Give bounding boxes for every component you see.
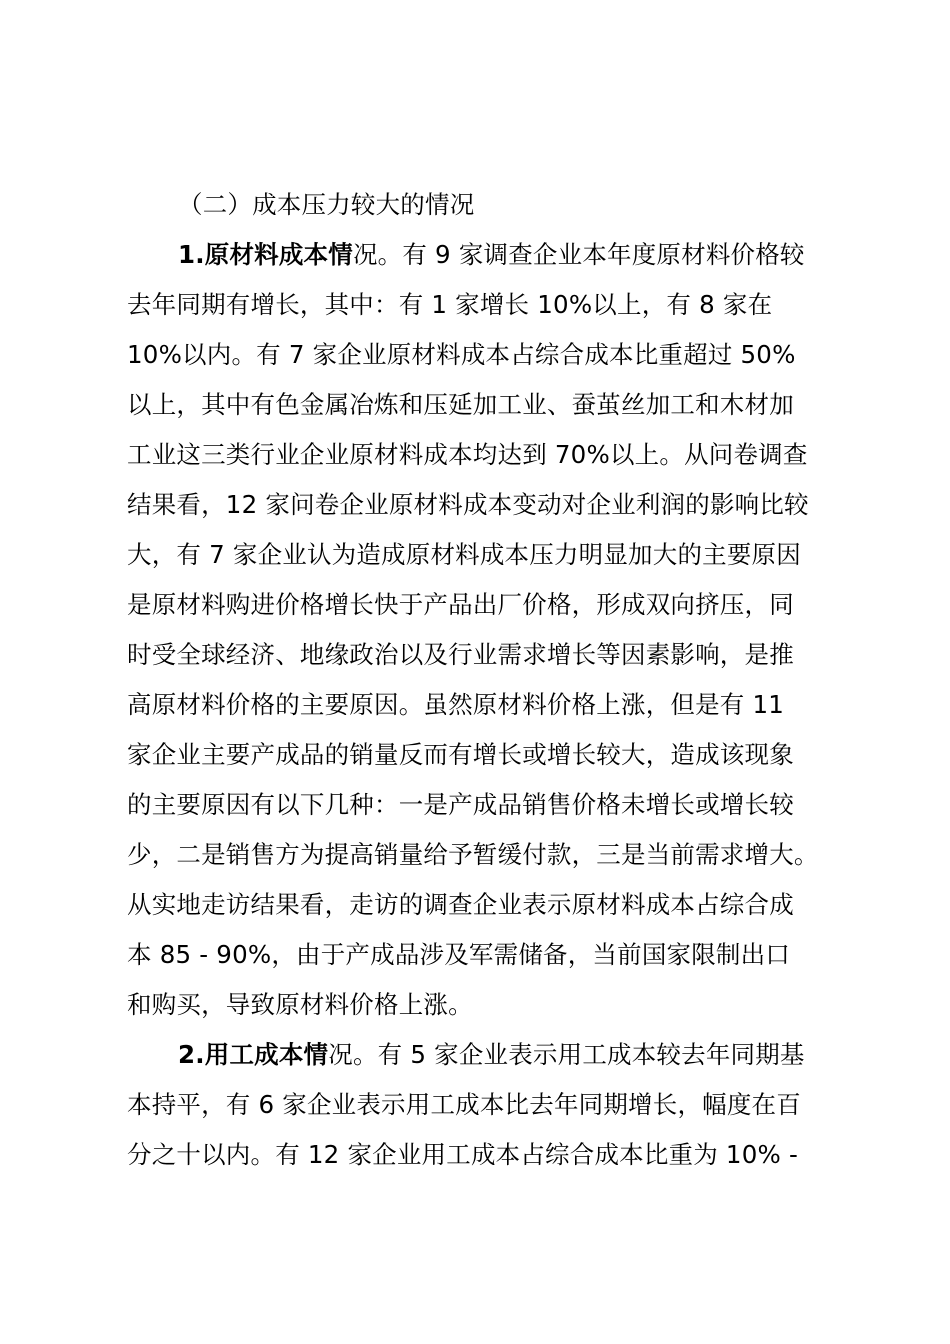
paragraph-1-line-10: 家企业主要产成品的销量反而有增长或增长较大，造成该现象 [127, 740, 794, 769]
paragraph-1-first-line [178, 235, 805, 275]
paragraph-1-line-8: 时受全球经济、地缘政治以及行业需求增长等因素影响，是推 [127, 640, 794, 669]
paragraph-1-line-0: 况。有 9 家调查企业本年度原材料价格较 [352, 240, 805, 269]
paragraph-1-line-9: 高原材料价格的主要原因。虽然原材料价格上涨，但是有 11 [127, 690, 785, 719]
paragraph-1-line-14: 本 85 - 90%，由于产成品涉及军需储备，当前国家限制出口 [127, 940, 791, 969]
paragraph-1-line-7: 是原材料购进价格增长快于产品出厂价格，形成双向挤压，同 [127, 590, 794, 619]
paragraph-1-line-5: 结果看，12 家问卷企业原材料成本变动对企业利润的影响比较 [127, 490, 809, 519]
paragraph-2-line-1: 本持平，有 6 家企业表示用工成本比去年同期增长，幅度在百 [127, 1090, 801, 1119]
paragraph-1-bold-lead: 1.原材料成本情 [178, 240, 353, 269]
paragraph-1-line-2: 10%以内。有 7 家企业原材料成本占综合成本比重超过 50% [127, 340, 796, 369]
paragraph-1-line-1: 去年同期有增长，其中：有 1 家增长 10%以上，有 8 家在 [127, 290, 773, 319]
paragraph-2-line-0: 况。有 5 家企业表示用工成本较去年同期基 [328, 1040, 805, 1069]
paragraph-1-line-11: 的主要原因有以下几种：一是产成品销售价格未增长或增长较 [127, 790, 794, 819]
paragraph-1-line-15: 和购买，导致原材料价格上涨。 [127, 990, 473, 1019]
paragraph-2-bold-lead: 2.用工成本情 [178, 1040, 329, 1069]
paragraph-1-line-3: 以上，其中有色金属冶炼和压延加工业、蚕茧丝加工和木材加 [127, 390, 794, 419]
section-heading: （二）成本压力较大的情况 [178, 190, 475, 219]
paragraph-2-line-2: 分之十以内。有 12 家企业用工成本占综合成本比重为 10% - [127, 1140, 799, 1169]
paragraph-2-first-line [178, 1035, 805, 1075]
paragraph-1-line-12: 少，二是销售方为提高销量给予暂缓付款，三是当前需求增大。 [127, 840, 819, 869]
paragraph-1-line-4: 工业这三类行业企业原材料成本均达到 70%以上。从问卷调查 [127, 440, 808, 469]
paragraph-1-line-13: 从实地走访结果看，走访的调查企业表示原材料成本占综合成 [127, 890, 794, 919]
paragraph-1-line-6: 大，有 7 家企业认为造成原材料成本压力明显加大的主要原因 [127, 540, 801, 569]
